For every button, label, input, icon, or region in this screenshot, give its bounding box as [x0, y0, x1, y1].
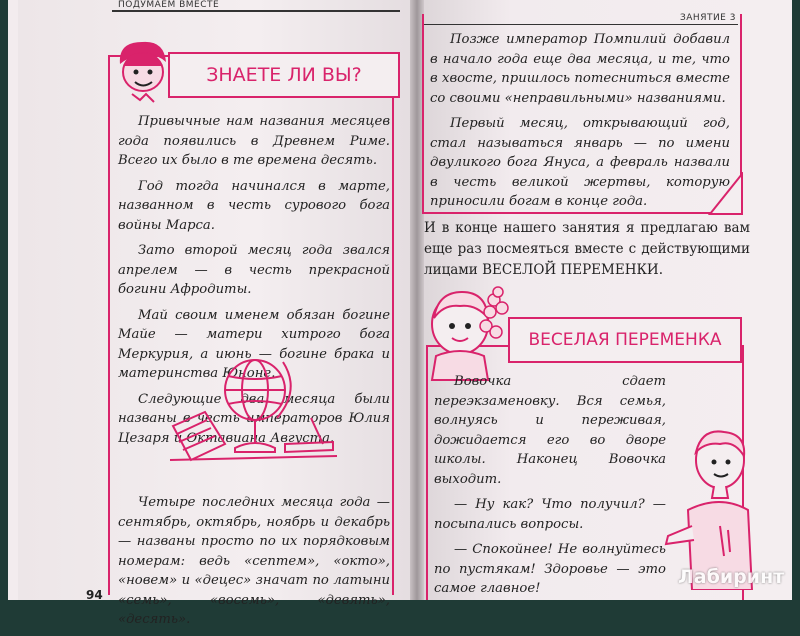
paragraph: Следующие два месяца были названы в честь императоров Юлия Цезаря и Октавиана Августа. — [118, 391, 390, 446]
paragraph: Позже император Помпилий добавил в начало года еще два месяца, и те, что в хвосте, пришлось потесниться вместе со своими «неправильными» названиями. — [430, 32, 730, 106]
paragraph: — Ну как? Что получил? — посыпались вопросы. — [434, 497, 666, 532]
globe-books-illustration — [165, 352, 345, 472]
closing-text: И в конце нашего занятия я предлагаю вам еще раз посмеяться вместе с действующими лицами ВЕСЕЛОЙ ПЕРЕМЕНКИ. — [424, 220, 750, 278]
paragraph: Май своим именем обязан богине Майе — матери хитрого бога Меркурия, а июнь — богине брака и материнства Юноне. — [118, 307, 390, 381]
header-rule-left — [112, 10, 400, 12]
paragraph: — Спокойнее! Не волнуйтесь по пустякам! Здоровье — это самое главное! — [434, 542, 666, 596]
fun-break-title-box — [508, 317, 742, 363]
page-number-left: 94 — [86, 588, 103, 602]
paragraph: Год тогда начинался в марте, названном в честь сурового бога войны Марса. — [118, 178, 390, 233]
paragraph: Первый месяц, открывающий год, стал называться январь — по имени двуликого бога Януса, а февраль назвали в честь великой жертвы, которую приносили богам в конце года. — [430, 116, 730, 209]
fun-break-text — [434, 372, 666, 605]
running-header-right: ЗАНЯТИЕ 3 — [680, 13, 736, 23]
girl-flower-illustration — [422, 282, 514, 382]
boy-head-illustration — [112, 36, 172, 108]
paragraph: Вовочка сдает переэкзаменовку. Вся семья, волнуясь и переживая, дожидается его во дворе школы. Наконец Вовочка выходит. — [434, 374, 666, 487]
did-you-know-title-box — [168, 52, 400, 98]
paragraph: Четыре последних месяца года — сентябрь, октябрь, ноябрь и декабрь — названы просто по их порядковым номерам: ведь «септем», «окто», «новем» и «децес» значат по латыни «семь», «восемь», «девять», «десять». — [118, 495, 390, 627]
labirint-watermark: Лабиринт — [678, 566, 785, 588]
paragraph: Зато второй месяц года звался апрелем — в честь прекрасной богини Афродиты. — [118, 243, 390, 297]
running-header-left: ПОДУМАЕМ ВМЕСТЕ — [118, 0, 220, 10]
fun-break-title: ВЕСЕЛАЯ ПЕРЕМЕНКА — [528, 330, 722, 350]
did-you-know-title: ЗНАЕТЕ ЛИ ВЫ? — [206, 64, 362, 86]
months-numbering-text — [118, 493, 390, 636]
continued-box-text — [430, 30, 730, 218]
paragraph: Привычные нам названия месяцев года появились в Древнем Риме. Всего их было в те времена десять. — [118, 114, 390, 168]
